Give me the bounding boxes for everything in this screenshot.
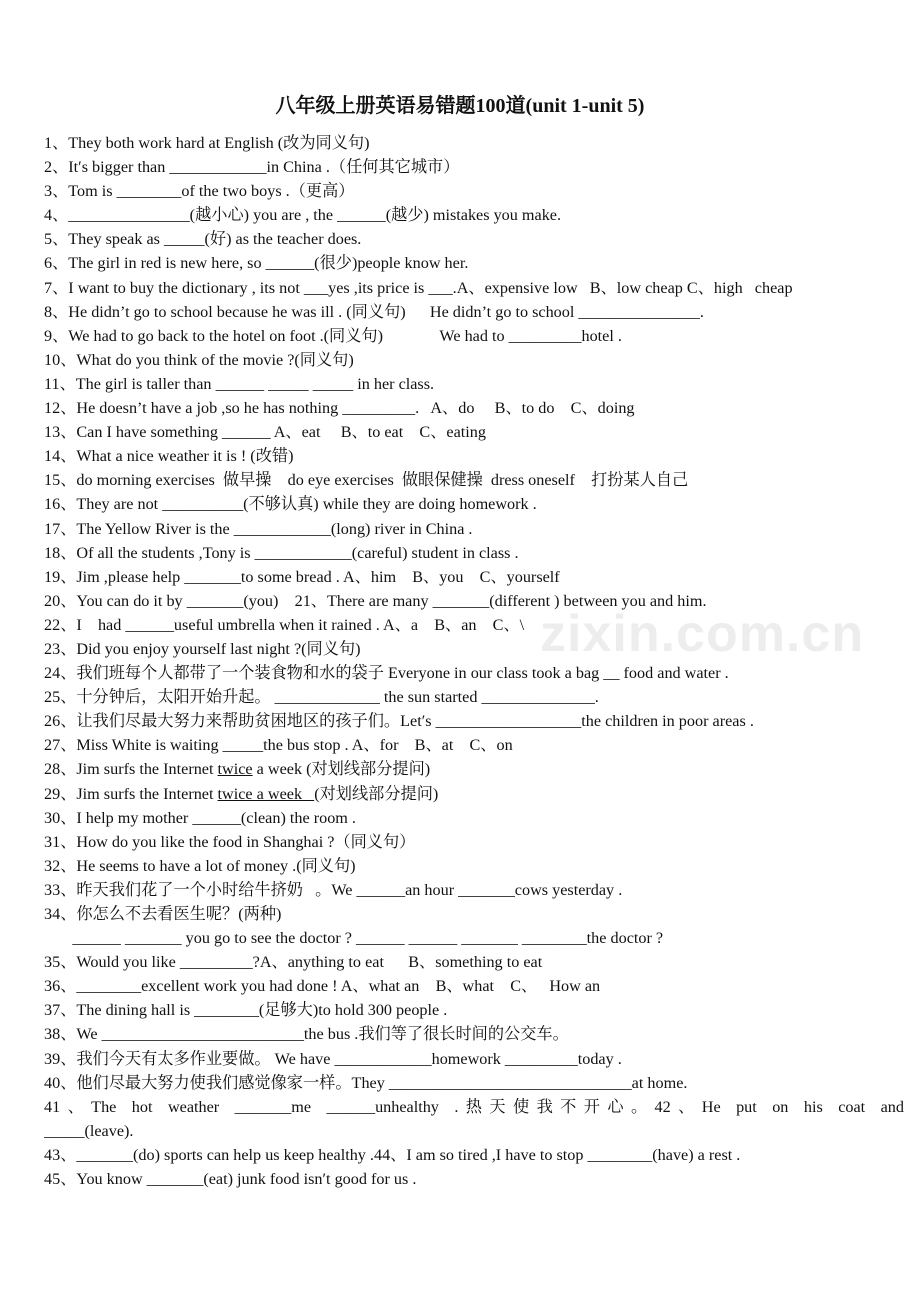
question-list <box>44 131 904 1191</box>
question-line: 14、What a nice weather it is ! (改错) <box>44 447 294 466</box>
question-line: 43、_______(do) sports can help us keep healthy .44、I am so tired ,I have to stop ________(have) a rest . <box>44 1145 741 1164</box>
question-line: 13、Can I have something ______ A、eat B、to eat C、eating <box>44 423 486 442</box>
question-line: 22、I had ______useful umbrella when it rained . A、a B、an C、\ <box>44 615 525 634</box>
question-line: 18、Of all the students ,Tony is ____________(careful) student in class . <box>44 543 519 562</box>
question-line: 4、_______________(越小心) you are , the ______(越少) mistakes you make. <box>44 206 562 225</box>
question-line: 3、Tom is ________of the two boys .（更高） <box>44 182 355 201</box>
question-line: 12、He doesn’t have a job ,so he has nothing _________. A、do B、to do C、doing <box>44 399 635 418</box>
question-line: 20、You can do it by _______(you) 21、There are many _______(different ) between you and him. <box>44 591 707 610</box>
question-text: 28、Jim surfs the Internet <box>44 760 218 779</box>
question-line: 15、do morning exercises 做早操 do eye exercises 做眼保健操 dress oneself 打扮某人自己 <box>44 471 689 490</box>
question-line: 1、They both work hard at English (改为同义句) <box>44 134 370 152</box>
question-line: 11、The girl is taller than ______ _____ _____ in her class. <box>44 374 435 393</box>
question-line <box>44 757 904 781</box>
underlined-text: twice a week <box>217 784 315 803</box>
question-line: _____(leave). <box>44 1121 134 1140</box>
question-line: 36、________excellent work you had done ! A、what an B、what C、 How an <box>44 977 601 996</box>
question-line: 23、Did you enjoy yourself last night ?(同义句) <box>44 639 361 658</box>
question-line: 16、They are not __________(不够认真) while they are doing homework . <box>44 495 537 514</box>
question-line <box>44 782 904 806</box>
document-title: 八年级上册英语易错题100道(unit 1-unit 5) <box>275 95 645 117</box>
question-line: 6、The girl in red is new here, so ______(很少)people know her. <box>44 254 469 273</box>
question-line: 9、We had to go back to the hotel on foot .(同义句) We had to _________hotel . <box>44 326 622 345</box>
question-line: 17、The Yellow River is the ____________(long) river in China . <box>44 519 473 538</box>
watermark: zixin.com.cn <box>540 605 865 663</box>
question-line: 2、It′s bigger than ____________in China .（任何其它城市） <box>44 158 460 177</box>
question-text: (对划线部分提问) <box>314 784 439 803</box>
question-line: 37、The dining hall is ________(足够大)to hold 300 people . <box>44 1001 448 1020</box>
question-text: 29、Jim surfs the Internet <box>44 784 218 803</box>
question-line: 30、I help my mother ______(clean) the room . <box>44 808 356 827</box>
question-line: 39、我们今天有太多作业要做。 We have ____________homework _________today . <box>44 1049 622 1068</box>
question-line: 41、The hot weather _______me ______unhealthy .热天使我不开心。42、He put on his coat and <box>44 1097 904 1116</box>
question-line: 35、Would you like _________?A、anything to eat B、something to eat <box>44 953 543 972</box>
question-line: 5、They speak as _____(好) as the teacher does. <box>44 230 362 249</box>
question-line: 33、昨天我们花了一个小时给牛挤奶 。We ______an hour _______cows yesterday . <box>44 880 623 899</box>
question-line: 10、What do you think of the movie ?(同义句) <box>44 350 354 369</box>
question-line: 45、You know _______(eat) junk food isn′t good for us . <box>44 1170 417 1189</box>
question-line: 34、你怎么不去看医生呢？(两种) <box>44 905 282 923</box>
question-line: 19、Jim ,please help _______to some bread . A、him B、you C、yourself <box>44 567 560 586</box>
question-line: 32、He seems to have a lot of money .(同义句) <box>44 856 356 875</box>
question-text: a week (对划线部分提问) <box>252 760 431 779</box>
question-line: 7、I want to buy the dictionary , its not ___yes ,its price is ___.A、expensive low B、low cheap C、high cheap <box>44 278 793 297</box>
question-line: 27、Miss White is waiting _____the bus stop . A、for B、at C、on <box>44 736 513 755</box>
question-line: 26、让我们尽最大努力来帮助贫困地区的孩子们。Let′s __________________the children in poor areas . <box>44 712 754 731</box>
underlined-text: twice <box>217 760 253 779</box>
question-line: 31、How do you like the food in Shanghai ?（同义句） <box>44 832 416 851</box>
question-line: ______ _______ you go to see the doctor ? ______ ______ _______ ________the doctor ? <box>44 929 664 948</box>
question-line: 38、We _________________________the bus .我们等了很长时间的公交车。 <box>44 1025 569 1044</box>
question-line: 8、He didn’t go to school because he was ill . (同义句) He didn’t go to school _______________. <box>44 302 704 321</box>
question-line: 25、十分钟后，太阳开始升起。 _____________ the sun started ______________. <box>44 688 599 707</box>
question-line: 24、我们班每个人都带了一个装食物和水的袋子 Everyone in our class took a bag __ food and water . <box>44 664 729 683</box>
question-line: 40、他们尽最大努力使我们感觉像家一样。They ______________________________at home. <box>44 1073 688 1092</box>
